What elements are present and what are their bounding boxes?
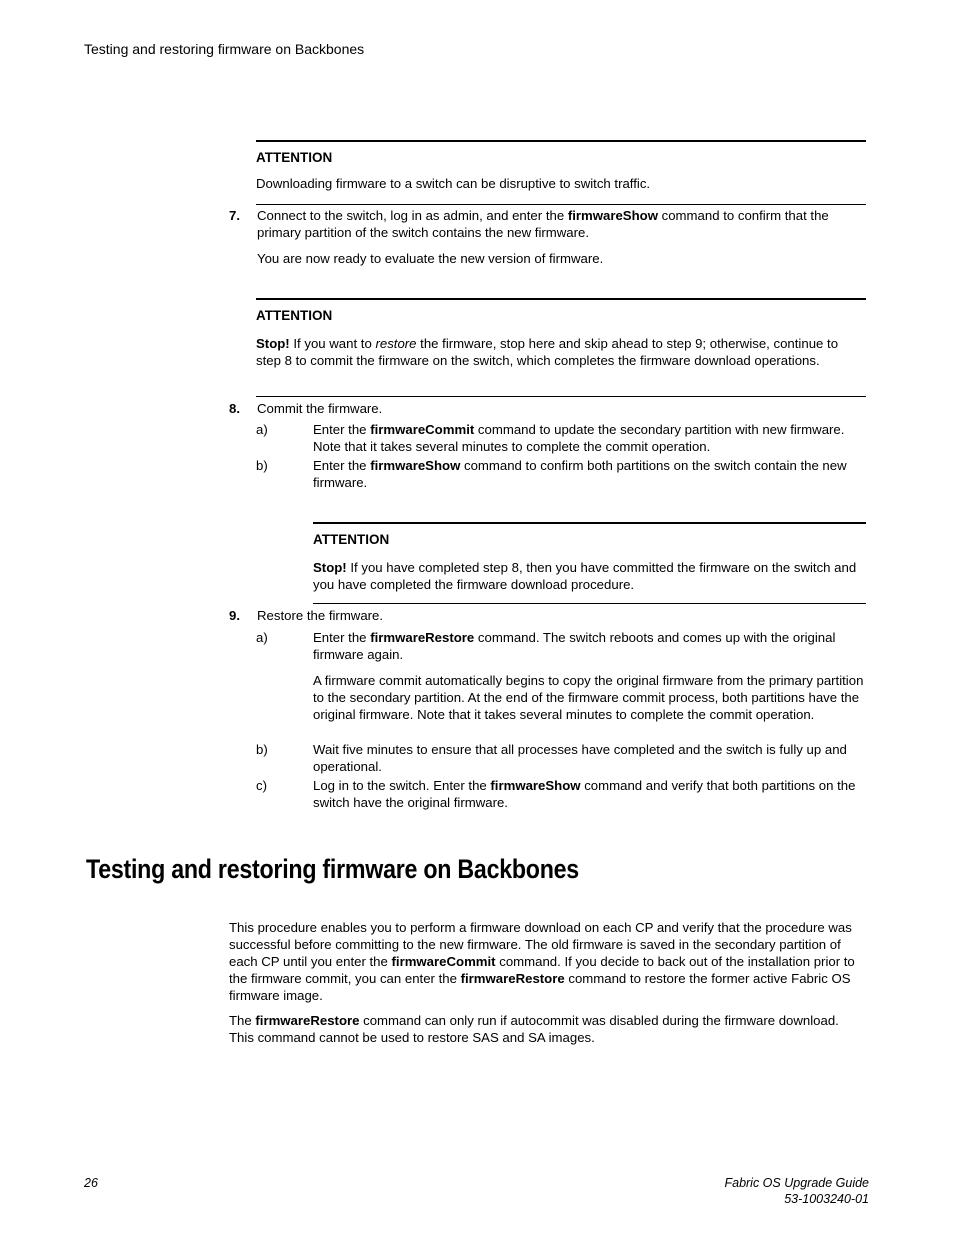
doc-number: 53-1003240-01	[784, 1192, 869, 1206]
step-text-part: Connect to the switch, log in as admin, and enter the	[257, 208, 568, 223]
attention-box	[256, 298, 866, 397]
section-heading: Testing and restoring firmware on Backbones	[86, 854, 579, 884]
command-name: firmwareShow	[370, 458, 461, 473]
page-number: 26	[84, 1176, 98, 1190]
substep-text-part: command. The switch reboots and comes up with the original firmware again.	[313, 630, 836, 662]
footer-doc-info	[724, 1175, 869, 1207]
attention-body	[256, 335, 866, 369]
substep-text	[313, 777, 866, 811]
command-name: firmwareShow	[490, 778, 581, 793]
running-header: Testing and restoring firmware on Backbones	[84, 41, 365, 57]
substep-text	[313, 421, 866, 455]
substep-text-part: command to update the secondary partition with new firmware. Note that it takes several minutes to complete the commit operation.	[313, 422, 845, 454]
step-text-part: command to confirm that the primary partition of the switch contains the new firmware.	[257, 208, 829, 240]
attention-title: ATTENTION	[256, 150, 333, 165]
command-name: firmwareCommit	[370, 422, 475, 437]
substep-text	[313, 629, 866, 663]
substep-letter: b)	[256, 458, 268, 473]
stop-label: Stop!	[313, 560, 347, 575]
substep-9a	[256, 629, 866, 741]
attention-text-part: the firmware, stop here and skip ahead to step 9; otherwise, continue to step 8 to commit the firmware on the switch, which completes the firmware download operations.	[256, 336, 839, 368]
doc-title: Fabric OS Upgrade Guide	[724, 1176, 869, 1190]
attention-text-part: If you want to	[289, 336, 376, 351]
substep-text-part: command and verify that both partitions on the switch have the original firmware.	[313, 778, 856, 810]
step-8	[229, 400, 866, 420]
substep-text: Wait five minutes to ensure that all processes have completed and the switch is fully up and operational.	[313, 742, 847, 774]
step-text: Commit the firmware.	[257, 401, 383, 416]
step-7	[229, 207, 866, 267]
substep-letter: a)	[256, 422, 268, 437]
step-number: 7.	[229, 208, 240, 223]
substep-text-part: Log in to the switch. Enter the	[313, 778, 491, 793]
step-9	[229, 607, 866, 627]
substep-letter: c)	[256, 778, 267, 793]
attention-title: ATTENTION	[313, 532, 390, 547]
substep-text-part: Enter the	[313, 422, 371, 437]
substep-text-part: command to confirm both partitions on the switch contain the new firmware.	[313, 458, 847, 490]
substep-8b	[256, 457, 866, 493]
step-text: Restore the firmware.	[257, 608, 384, 623]
substep-text-part: Enter the	[313, 630, 371, 645]
attention-text-part: If you have completed step 8, then you have committed the firmware on the switch and you have completed the firmware download procedure.	[313, 560, 857, 592]
command-name: firmwareShow	[567, 208, 658, 223]
paragraph-text-part: This procedure enables you to perform a firmware download on each CP and verify that the procedure was successful before committing to the new firmware. The old firmware is saved in the secondary partition of each CP until you enter the	[229, 920, 852, 969]
substep-text	[313, 457, 866, 491]
stop-label: Stop!	[256, 336, 290, 351]
paragraph-text-part: command can only run if autocommit was disabled during the firmware download. This command cannot be used to restore SAS and SA images.	[229, 1013, 839, 1045]
paragraph-text-part: command. If you decide to back out of the installation prior to the firmware commit, you can enter the	[229, 954, 855, 986]
attention-body	[313, 559, 866, 593]
step-text	[257, 207, 866, 241]
command-name: firmwareRestore	[460, 971, 565, 986]
paragraph-text-part: command to restore the former active Fabric OS firmware image.	[229, 971, 851, 1003]
attention-box	[313, 522, 866, 604]
step-number: 8.	[229, 401, 240, 416]
substep-letter: b)	[256, 742, 268, 757]
command-name: firmwareRestore	[255, 1013, 360, 1028]
step-note: You are now ready to evaluate the new version of firmware.	[257, 251, 604, 266]
attention-box	[256, 140, 866, 205]
attention-body: Downloading firmware to a switch can be disruptive to switch traffic.	[256, 176, 651, 191]
paragraph-text-part: The	[229, 1013, 256, 1028]
section-paragraph	[229, 1012, 866, 1046]
substep-8a	[256, 421, 866, 457]
substep-9c	[256, 777, 866, 813]
emphasis: restore	[375, 336, 417, 351]
command-name: firmwareCommit	[391, 954, 496, 969]
step-number: 9.	[229, 608, 240, 623]
substep-9b	[256, 741, 866, 777]
substep-text-part: Enter the	[313, 458, 371, 473]
substep-letter: a)	[256, 630, 268, 645]
command-name: firmwareRestore	[370, 630, 475, 645]
substep-note: A firmware commit automatically begins to copy the original firmware from the primary partition to the secondary partition. At the end of the firmware commit process, both partitions have the original firmware. Note that it takes several minutes to complete the commit operation.	[313, 673, 864, 722]
section-paragraph	[229, 919, 866, 1004]
attention-title: ATTENTION	[256, 308, 333, 323]
